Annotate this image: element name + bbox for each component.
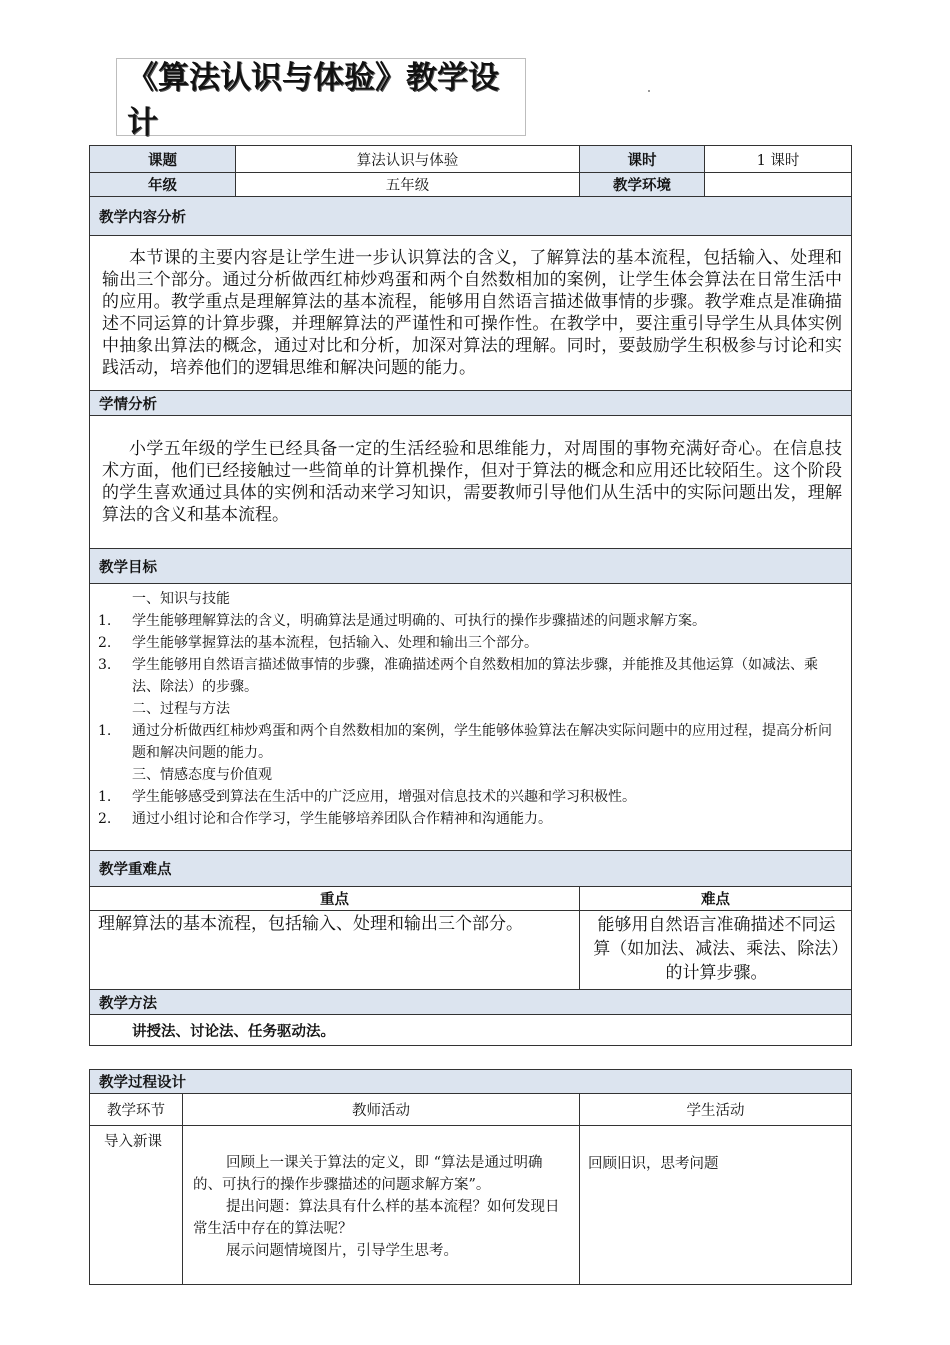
goal-item (90, 632, 843, 654)
document-title: 《算法认识与体验》教学设计 (127, 60, 499, 141)
stray-dot (648, 90, 650, 92)
teacher-activity-line: 展示问题情境图片，引导学生思考。 (226, 1243, 458, 1259)
content-analysis-row (90, 236, 852, 391)
methods-heading: 教学方法 (90, 990, 852, 1015)
process-heading-row (90, 1070, 852, 1094)
content-analysis-cell (90, 236, 852, 391)
goal-item-number: 2. (98, 811, 112, 827)
goal-item-text: 通过小组讨论和合作学习，学生能够培养团队合作精神和沟通能力。 (132, 811, 552, 827)
goal-item-number: 1. (98, 613, 112, 629)
lesson-plan-table (89, 145, 852, 1046)
key-label: 重点 (90, 887, 580, 911)
env-label: 教学环境 (580, 173, 705, 197)
methods-heading-row (90, 990, 852, 1015)
hours-label: 课时 (580, 146, 705, 173)
student-activity-cell: 回顾旧识，思考问题 (580, 1126, 852, 1285)
content-analysis-heading: 教学内容分析 (90, 197, 852, 236)
grade-label: 年级 (90, 173, 236, 197)
learner-analysis-cell (90, 416, 852, 549)
difficulty-text: 能够用自然语言准确描述不同运算（如加法、减法、乘法、除法）的计算步骤。 (580, 911, 852, 990)
info-row-1 (90, 146, 852, 173)
goals-cell (90, 584, 852, 851)
learner-analysis-text: 小学五年级的学生已经具备一定的生活经验和思维能力，对周围的事物充满好奇心。在信息技术方面，他们已经接触过一些简单的计算机操作，但对于算法的概念和应用还比较陌生。这个阶段的学生喜欢通过具体的实例和活动来学习知识，需要教师引导他们从生活中的实际问题出发，理解算法的含义和基本流程。 (102, 439, 842, 525)
goal-item-number: 2. (98, 635, 112, 651)
info-row-2 (90, 173, 852, 197)
key-text: 理解算法的基本流程，包括输入、处理和输出三个部分。 (90, 911, 580, 990)
process-table (89, 1069, 852, 1285)
topic-value: 算法认识与体验 (236, 146, 580, 173)
goal-item-number: 1. (98, 723, 112, 739)
goal-item (90, 610, 843, 632)
teacher-activity-cell (183, 1126, 580, 1285)
learner-analysis-heading: 学情分析 (90, 391, 852, 416)
goal-item-number: 1. (98, 789, 112, 805)
goals-heading: 教学目标 (90, 549, 852, 584)
process-row (90, 1126, 852, 1285)
keypoints-heading: 教学重难点 (90, 851, 852, 887)
process-heading: 教学过程设计 (90, 1070, 852, 1094)
col-stage-header: 教学环节 (90, 1094, 183, 1126)
col-student-header: 学生活动 (580, 1094, 852, 1126)
goals-row (90, 584, 852, 851)
goal-item-text: 学生能够用自然语言描述做事情的步骤，准确描述两个自然数相加的算法步骤，并能推及其他运算（如减法、乘法、除法）的步骤。 (132, 657, 818, 695)
teacher-activity-line: 提出问题：算法具有什么样的基本流程？如何发现日常生活中存在的算法呢？ (193, 1199, 560, 1237)
teacher-activity-line: 回顾上一课关于算法的定义，即 “算法是通过明确的、可执行的操作步骤描述的问题求解方案”。 (193, 1155, 543, 1193)
env-value (705, 173, 852, 197)
goal-item (90, 720, 843, 764)
learner-row (90, 416, 852, 549)
goal-item (90, 786, 843, 808)
methods-row (90, 1015, 852, 1046)
goal-item-text: 学生能够感受到算法在生活中的广泛应用，增强对信息技术的兴趣和学习积极性。 (132, 789, 636, 805)
goal-item (90, 654, 843, 698)
content-analysis-text: 本节课的主要内容是让学生进一步认识算法的含义，了解算法的基本流程，包括输入、处理和输出三个部分。通过分析做西红柿炒鸡蛋和两个自然数相加的案例，让学生体会算法在日常生活中的应用。教学重点是理解算法的基本流程，能够用自然语言描述做事情的步骤。教学难点是准确描述不同运算的计算步骤，并理解算法的严谨性和可操作性。在教学中，要注重引导学生从具体实例中抽象出算法的概念，通过对比和分析，加深对算法的理解。同时，要鼓励学生积极参与讨论和实践活动，培养他们的逻辑思维和解决问题的能力。 (102, 248, 842, 378)
learner-heading-row (90, 391, 852, 416)
content-analysis-heading-row (90, 197, 852, 236)
goal-group-title: 三、情感态度与价值观 (132, 767, 272, 783)
title-box (116, 58, 526, 141)
keypoints-subheader-row (90, 887, 852, 911)
goal-group-title: 二、过程与方法 (132, 701, 230, 717)
grade-value: 五年级 (236, 173, 580, 197)
difficulty-label: 难点 (580, 887, 852, 911)
process-columns-row (90, 1094, 852, 1126)
stage-cell: 导入新课 (90, 1126, 183, 1285)
goal-item (90, 808, 843, 830)
keypoints-row (90, 911, 852, 990)
keypoints-heading-row (90, 851, 852, 887)
methods-text: 讲授法、讨论法、任务驱动法。 (90, 1015, 852, 1046)
goals-heading-row (90, 549, 852, 584)
goal-item-text: 学生能够掌握算法的基本流程，包括输入、处理和输出三个部分。 (132, 635, 538, 651)
goal-item-number: 3. (98, 657, 112, 673)
col-teacher-header: 教师活动 (183, 1094, 580, 1126)
goal-item-text: 学生能够理解算法的含义，明确算法是通过明确的、可执行的操作步骤描述的问题求解方案。 (132, 613, 706, 629)
topic-label: 课题 (90, 146, 236, 173)
goal-group-title: 一、知识与技能 (132, 591, 230, 607)
hours-value: 1 课时 (705, 146, 852, 173)
goal-item-text: 通过分析做西红柿炒鸡蛋和两个自然数相加的案例，学生能够体验算法在解决实际问题中的应用过程，提高分析问题和解决问题的能力。 (132, 723, 832, 761)
